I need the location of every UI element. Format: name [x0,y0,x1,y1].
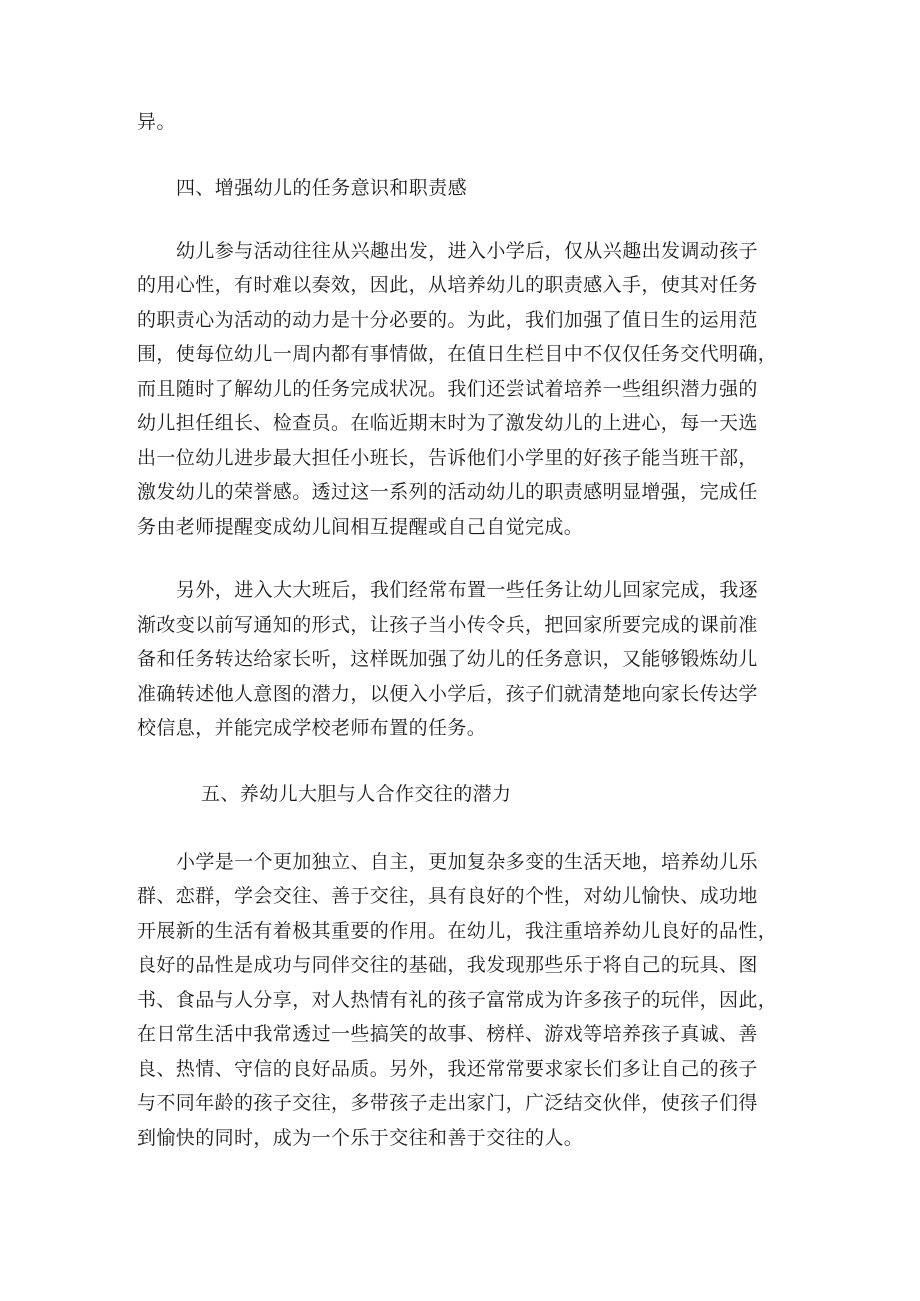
paragraph-line: 渐改变以前写通知的形式，让孩子当小传令兵，把回家所要完成的课前准 [137,614,758,636]
paragraph-line: 的用心性，有时难以奏效，因此，从培养幼儿的职责感入手，使其对任务 [137,274,758,296]
paragraph-fragment: 异。 [137,111,176,133]
paragraph-line: 良、热情、守信的良好品质。另外，我还常常要求家长们多让自己的孩子 [137,1058,758,1080]
paragraph-line: 激发幼儿的荣誉感。透过这一系列的活动幼儿的职责感明显增强，完成任 [137,481,758,503]
paragraph-line: 在日常生活中我常透过一些搞笑的故事、榜样、游戏等培养孩子真诚、善 [137,1023,758,1045]
paragraph-line: 到愉快的同时，成为一个乐于交往和善于交往的人。 [137,1127,584,1149]
paragraph-line: 备和任务转达给家长听，这样既加强了幼儿的任务意识，又能够锻炼幼儿 [137,648,758,670]
section-heading-4: 四、增强幼儿的任务意识和职责感 [176,177,468,199]
section-heading-5: 五、养幼儿大胆与人合作交往的潜力 [201,783,512,805]
paragraph-line: 幼儿担任组长、检查员。在临近期末时为了激发幼儿的上进心，每一天选 [137,412,758,434]
paragraph-line: 另外，进入大大班后，我们经常布置一些任务让幼儿回家完成，我逐 [176,579,759,601]
paragraph-line: 与不同年龄的孩子交往，多带孩子走出家门，广泛结交伙伴，使孩子们得 [137,1092,758,1114]
paragraph-line: 群、恋群，学会交往、善于交往，具有良好的个性，对幼儿愉快、成功地 [137,885,758,907]
paragraph-line: 小学是一个更加独立、自主，更加复杂多变的生活天地，培养幼儿乐 [176,851,759,873]
paragraph-line: 务由老师提醒变成幼儿间相互提醒或自己自觉完成。 [137,516,584,538]
paragraph-line: 良好的品性是成功与同伴交往的基础，我发现那些乐于将自己的玩具、图 [137,954,758,976]
paragraph-line: 校信息，并能完成学校老师布置的任务。 [137,717,487,739]
paragraph-line: 开展新的生活有着极其重要的作用。在幼儿，我注重培养幼儿良好的品性， [137,920,778,942]
paragraph-line: 出一位幼儿进步最大担任小班长，告诉他们小学里的好孩子能当班干部， [137,447,758,469]
paragraph-line: 围，使每位幼儿一周内都有事情做，在值日生栏目中不仅仅任务交代明确， [137,343,778,365]
paragraph-line: 幼儿参与活动往往从兴趣出发，进入小学后，仅从兴趣出发调动孩子 [176,240,759,262]
paragraph-line: 书、食品与人分享，对人热情有礼的孩子富常成为许多孩子的玩伴，因此， [137,989,778,1011]
paragraph-line: 而且随时了解幼儿的任务完成状况。我们还尝试着培养一些组织潜力强的 [137,378,758,400]
paragraph-line: 准确转述他人意图的潜力，以便入小学后，孩子们就清楚地向家长传达学 [137,683,758,705]
paragraph-line: 的职责心为活动的动力是十分必要的。为此，我们加强了值日生的运用范 [137,309,758,331]
